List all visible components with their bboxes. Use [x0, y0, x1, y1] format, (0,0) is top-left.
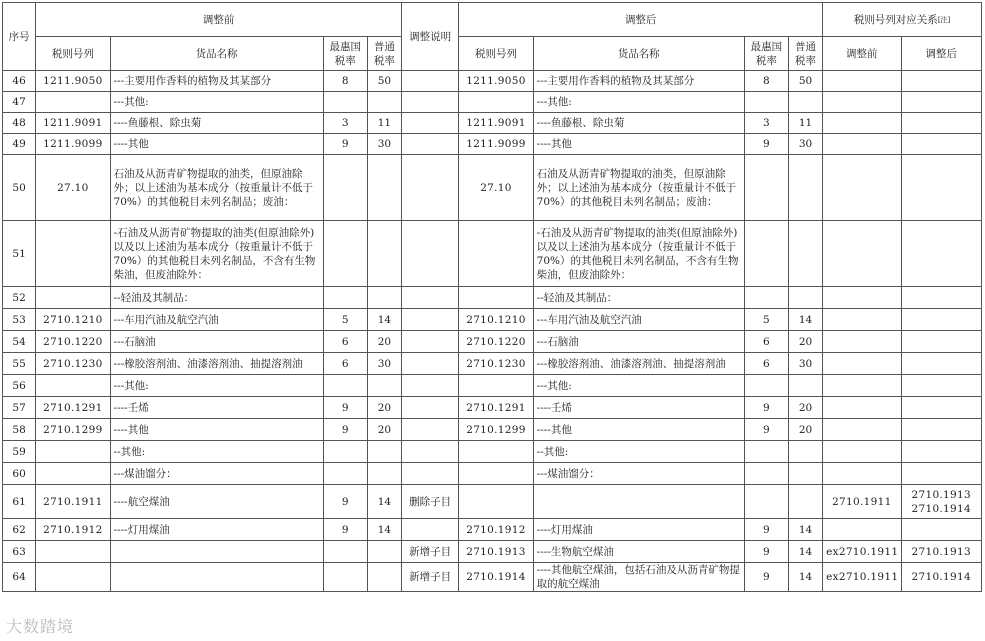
after-general-cell [788, 375, 822, 397]
before-code-cell [36, 463, 110, 485]
map-before-cell [823, 419, 901, 441]
table-row [3, 113, 982, 134]
after-name-cell: -石油及从沥青矿物提取的油类(但原油除外)以及以上述油为基本成分（按重量计不低于70%）的其他税目未列名制品，不含有生物柴油，但废油除外： [533, 221, 744, 287]
table-row [3, 463, 982, 485]
before-mfn-cell [323, 375, 367, 397]
after-general-cell [788, 155, 822, 221]
after-mfn-cell: 5 [744, 309, 788, 331]
after-code-cell: 2710.1291 [459, 397, 533, 419]
after-mfn-cell: 9 [744, 419, 788, 441]
map-before-cell [823, 71, 901, 92]
before-name-cell: ----其他 [110, 134, 323, 155]
before-mfn-cell [323, 155, 367, 221]
table-row [3, 71, 982, 92]
table-row [3, 563, 982, 592]
after-code-cell: 27.10 [459, 155, 533, 221]
after-code-cell: 2710.1914 [459, 563, 533, 592]
header-note: 调整说明 [402, 3, 459, 71]
before-name-cell [110, 563, 323, 592]
before-general-cell: 20 [367, 419, 401, 441]
table-body [3, 71, 982, 592]
after-name-cell: ----其他 [533, 134, 744, 155]
after-code-cell: 2710.1299 [459, 419, 533, 441]
before-general-cell [367, 375, 401, 397]
after-code-cell: 2710.1913 [459, 541, 533, 563]
seq-cell: 47 [3, 92, 36, 113]
map-before-cell [823, 353, 901, 375]
after-mfn-cell: 9 [744, 563, 788, 592]
table-row [3, 441, 982, 463]
before-general-cell [367, 463, 401, 485]
before-mfn-cell [323, 92, 367, 113]
before-mfn-cell: 8 [323, 71, 367, 92]
after-mfn-cell: 6 [744, 353, 788, 375]
table-row [3, 309, 982, 331]
before-name-cell: ----其他 [110, 419, 323, 441]
note-cell [402, 113, 459, 134]
after-name-cell: ---橡胶溶剂油、油漆溶剂油、抽提溶剂油 [533, 353, 744, 375]
watermark: 大数踏境 [6, 617, 75, 636]
seq-cell: 55 [3, 353, 36, 375]
before-mfn-cell: 5 [323, 309, 367, 331]
seq-cell: 51 [3, 221, 36, 287]
after-code-cell [459, 441, 533, 463]
map-after-cell [901, 375, 982, 397]
before-mfn-cell: 9 [323, 419, 367, 441]
before-code-cell [36, 375, 110, 397]
map-after-cell [901, 441, 982, 463]
header-after-code: 税则号列 [459, 37, 533, 71]
after-mfn-cell [744, 485, 788, 519]
header-mapping-group [823, 3, 982, 37]
map-before-cell [823, 134, 901, 155]
seq-cell: 49 [3, 134, 36, 155]
table-row [3, 485, 982, 519]
table-row [3, 519, 982, 541]
map-after-cell [901, 155, 982, 221]
note-cell: 新增子目 [402, 541, 459, 563]
after-general-cell: 20 [788, 419, 822, 441]
note-cell [402, 155, 459, 221]
after-name-cell: ---煤油馏分： [533, 463, 744, 485]
map-before-cell [823, 287, 901, 309]
header-after-mfn: 最惠国税率 [744, 37, 788, 71]
after-code-cell [459, 287, 533, 309]
note-cell [402, 419, 459, 441]
before-general-cell: 14 [367, 309, 401, 331]
before-mfn-cell [323, 221, 367, 287]
before-code-cell [36, 287, 110, 309]
after-mfn-cell: 8 [744, 71, 788, 92]
before-name-cell: ----灯用煤油 [110, 519, 323, 541]
note-cell [402, 463, 459, 485]
map-after-cell [901, 113, 982, 134]
seq-cell: 58 [3, 419, 36, 441]
before-name-cell: ---主要用作香料的植物及其某部分 [110, 71, 323, 92]
note-cell [402, 92, 459, 113]
before-code-cell: 2710.1912 [36, 519, 110, 541]
note-cell [402, 441, 459, 463]
after-mfn-cell [744, 463, 788, 485]
after-name-cell: ---车用汽油及航空汽油 [533, 309, 744, 331]
after-code-cell [459, 463, 533, 485]
after-mfn-cell [744, 92, 788, 113]
note-cell: 新增子目 [402, 563, 459, 592]
before-mfn-cell [323, 463, 367, 485]
after-name-cell: ---其他: [533, 92, 744, 113]
before-general-cell: 14 [367, 519, 401, 541]
after-mfn-cell: 3 [744, 113, 788, 134]
after-name-cell: ----生物航空煤油 [533, 541, 744, 563]
table-row [3, 92, 982, 113]
tariff-adjustment-table [2, 2, 982, 592]
before-code-cell [36, 441, 110, 463]
header-before-name: 货品名称 [110, 37, 323, 71]
before-code-cell: 2710.1291 [36, 397, 110, 419]
table-row [3, 287, 982, 309]
map-after-cell [901, 419, 982, 441]
after-mfn-cell [744, 375, 788, 397]
before-mfn-cell [323, 563, 367, 592]
map-after-cell: 2710.1913 [901, 541, 982, 563]
before-mfn-cell [323, 441, 367, 463]
after-general-cell: 50 [788, 71, 822, 92]
before-mfn-cell [323, 541, 367, 563]
note-cell [402, 221, 459, 287]
after-general-cell [788, 463, 822, 485]
before-general-cell [367, 155, 401, 221]
after-general-cell [788, 287, 822, 309]
before-code-cell: 1211.9050 [36, 71, 110, 92]
seq-cell: 52 [3, 287, 36, 309]
table-row [3, 155, 982, 221]
before-general-cell [367, 541, 401, 563]
after-name-cell: --轻油及其制品： [533, 287, 744, 309]
after-mfn-cell: 9 [744, 541, 788, 563]
map-before-cell [823, 397, 901, 419]
seq-cell: 57 [3, 397, 36, 419]
seq-cell: 62 [3, 519, 36, 541]
after-code-cell: 1211.9099 [459, 134, 533, 155]
map-before-cell [823, 309, 901, 331]
header-after-group: 调整后 [459, 3, 823, 37]
map-before-cell [823, 92, 901, 113]
after-mfn-cell: 9 [744, 134, 788, 155]
before-name-cell: ----鱼藤根、除虫菊 [110, 113, 323, 134]
map-after-cell [901, 463, 982, 485]
before-mfn-cell: 3 [323, 113, 367, 134]
note-cell [402, 71, 459, 92]
map-before-cell: ex2710.1911 [823, 541, 901, 563]
after-name-cell: ----其他 [533, 419, 744, 441]
before-mfn-cell: 9 [323, 485, 367, 519]
before-general-cell: 20 [367, 397, 401, 419]
note-cell [402, 519, 459, 541]
before-name-cell: --轻油及其制品： [110, 287, 323, 309]
after-name-cell: ----其他航空煤油，包括石油及从沥青矿物提取的航空煤油 [533, 563, 744, 592]
after-code-cell: 2710.1230 [459, 353, 533, 375]
after-name-cell: --其他: [533, 441, 744, 463]
before-name-cell: -石油及从沥青矿物提取的油类(但原油除外)以及以上述油为基本成分（按重量计不低于70%）的其他税目未列名制品，不含有生物柴油，但废油除外： [110, 221, 323, 287]
map-after-cell [901, 353, 982, 375]
after-general-cell: 20 [788, 397, 822, 419]
before-name-cell: ---其他: [110, 92, 323, 113]
after-mfn-cell: 9 [744, 519, 788, 541]
before-mfn-cell: 9 [323, 519, 367, 541]
map-after-cell [901, 287, 982, 309]
map-after-cell: 2710.1913 2710.1914 [901, 485, 982, 519]
map-before-cell: ex2710.1911 [823, 563, 901, 592]
map-after-cell [901, 331, 982, 353]
before-name-cell: ----航空煤油 [110, 485, 323, 519]
header-after-name: 货品名称 [533, 37, 744, 71]
map-after-cell [901, 309, 982, 331]
after-code-cell [459, 221, 533, 287]
after-general-cell: 30 [788, 134, 822, 155]
after-general-cell [788, 441, 822, 463]
after-code-cell [459, 485, 533, 519]
before-general-cell [367, 221, 401, 287]
before-name-cell: ---橡胶溶剂油、油漆溶剂油、抽提溶剂油 [110, 353, 323, 375]
before-code-cell: 2710.1210 [36, 309, 110, 331]
map-before-cell [823, 113, 901, 134]
table-row [3, 353, 982, 375]
after-mfn-cell [744, 287, 788, 309]
after-name-cell: ----鱼藤根、除虫菊 [533, 113, 744, 134]
header-before-code: 税则号列 [36, 37, 110, 71]
header-map-before: 调整前 [823, 37, 901, 71]
before-name-cell: --其他: [110, 441, 323, 463]
table-row [3, 331, 982, 353]
seq-cell: 63 [3, 541, 36, 563]
after-name-cell: ---主要用作香料的植物及其某部分 [533, 71, 744, 92]
map-after-cell [901, 92, 982, 113]
note-cell [402, 134, 459, 155]
seq-cell: 48 [3, 113, 36, 134]
seq-cell: 54 [3, 331, 36, 353]
after-general-cell: 20 [788, 331, 822, 353]
after-general-cell: 14 [788, 563, 822, 592]
map-after-cell [901, 397, 982, 419]
after-code-cell: 2710.1912 [459, 519, 533, 541]
before-general-cell: 30 [367, 353, 401, 375]
mapping-note-marker: [注] [937, 15, 951, 24]
before-name-cell: ---煤油馏分： [110, 463, 323, 485]
before-general-cell: 14 [367, 485, 401, 519]
before-code-cell: 1211.9091 [36, 113, 110, 134]
map-before-cell [823, 441, 901, 463]
table-row [3, 419, 982, 441]
after-name-cell: ----灯用煤油 [533, 519, 744, 541]
after-general-cell [788, 485, 822, 519]
note-cell [402, 397, 459, 419]
note-cell [402, 353, 459, 375]
before-mfn-cell: 6 [323, 331, 367, 353]
header-before-group: 调整前 [36, 3, 402, 37]
before-name-cell: ----壬烯 [110, 397, 323, 419]
after-general-cell: 30 [788, 353, 822, 375]
before-general-cell [367, 92, 401, 113]
map-after-cell: 2710.1914 [901, 563, 982, 592]
before-mfn-cell: 9 [323, 134, 367, 155]
before-general-cell: 30 [367, 134, 401, 155]
before-general-cell: 20 [367, 331, 401, 353]
seq-cell: 53 [3, 309, 36, 331]
after-general-cell [788, 92, 822, 113]
before-name-cell: ---石脑油 [110, 331, 323, 353]
seq-cell: 60 [3, 463, 36, 485]
before-general-cell [367, 287, 401, 309]
header-map-after: 调整后 [901, 37, 982, 71]
after-code-cell [459, 375, 533, 397]
before-name-cell: ---车用汽油及航空汽油 [110, 309, 323, 331]
seq-cell: 59 [3, 441, 36, 463]
seq-cell: 64 [3, 563, 36, 592]
after-code-cell: 2710.1210 [459, 309, 533, 331]
before-code-cell: 2710.1911 [36, 485, 110, 519]
header-before-general: 普通税率 [367, 37, 401, 71]
before-mfn-cell: 9 [323, 397, 367, 419]
map-before-cell [823, 519, 901, 541]
before-general-cell: 50 [367, 71, 401, 92]
after-mfn-cell [744, 441, 788, 463]
map-before-cell [823, 463, 901, 485]
before-code-cell: 27.10 [36, 155, 110, 221]
map-before-cell [823, 375, 901, 397]
note-cell [402, 309, 459, 331]
after-code-cell: 1211.9050 [459, 71, 533, 92]
before-code-cell [36, 563, 110, 592]
map-before-cell [823, 331, 901, 353]
seq-cell: 56 [3, 375, 36, 397]
after-general-cell: 14 [788, 519, 822, 541]
after-mfn-cell: 9 [744, 397, 788, 419]
after-code-cell: 2710.1220 [459, 331, 533, 353]
note-cell [402, 375, 459, 397]
after-name-cell: ---石脑油 [533, 331, 744, 353]
header-seq: 序号 [3, 3, 36, 71]
table-row [3, 397, 982, 419]
after-name-cell [533, 485, 744, 519]
before-mfn-cell [323, 287, 367, 309]
map-before-cell: 2710.1911 [823, 485, 901, 519]
before-name-cell [110, 541, 323, 563]
before-code-cell: 1211.9099 [36, 134, 110, 155]
map-after-cell [901, 71, 982, 92]
seq-cell: 50 [3, 155, 36, 221]
before-code-cell [36, 221, 110, 287]
after-mfn-cell [744, 155, 788, 221]
map-before-cell [823, 221, 901, 287]
header-before-mfn: 最惠国税率 [323, 37, 367, 71]
map-after-cell [901, 134, 982, 155]
note-cell: 删除子目 [402, 485, 459, 519]
after-code-cell: 1211.9091 [459, 113, 533, 134]
before-code-cell [36, 541, 110, 563]
before-mfn-cell: 6 [323, 353, 367, 375]
table-row [3, 221, 982, 287]
after-general-cell: 14 [788, 541, 822, 563]
table-row [3, 375, 982, 397]
after-general-cell: 11 [788, 113, 822, 134]
after-name-cell: ----壬烯 [533, 397, 744, 419]
after-code-cell [459, 92, 533, 113]
before-name-cell: ---其他: [110, 375, 323, 397]
map-after-cell [901, 519, 982, 541]
after-mfn-cell [744, 221, 788, 287]
before-name-cell: 石油及从沥青矿物提取的油类，但原油除外；以上述油为基本成分（按重量计不低于70%）的其他税目未列名制品；废油： [110, 155, 323, 221]
table-row [3, 134, 982, 155]
after-name-cell: ---其他: [533, 375, 744, 397]
before-general-cell: 11 [367, 113, 401, 134]
map-before-cell [823, 155, 901, 221]
table-row [3, 541, 982, 563]
seq-cell: 61 [3, 485, 36, 519]
after-general-cell: 14 [788, 309, 822, 331]
mapping-group-label: 税则号列对应关系 [853, 13, 938, 26]
after-mfn-cell: 6 [744, 331, 788, 353]
before-code-cell: 2710.1230 [36, 353, 110, 375]
note-cell [402, 287, 459, 309]
after-general-cell [788, 221, 822, 287]
before-general-cell [367, 441, 401, 463]
seq-cell: 46 [3, 71, 36, 92]
before-code-cell: 2710.1220 [36, 331, 110, 353]
before-general-cell [367, 563, 401, 592]
before-code-cell [36, 92, 110, 113]
map-after-cell [901, 221, 982, 287]
before-code-cell: 2710.1299 [36, 419, 110, 441]
after-name-cell: 石油及从沥青矿物提取的油类，但原油除外；以上述油为基本成分（按重量计不低于70%）的其他税目未列名制品；废油： [533, 155, 744, 221]
header-after-general: 普通税率 [788, 37, 822, 71]
note-cell [402, 331, 459, 353]
